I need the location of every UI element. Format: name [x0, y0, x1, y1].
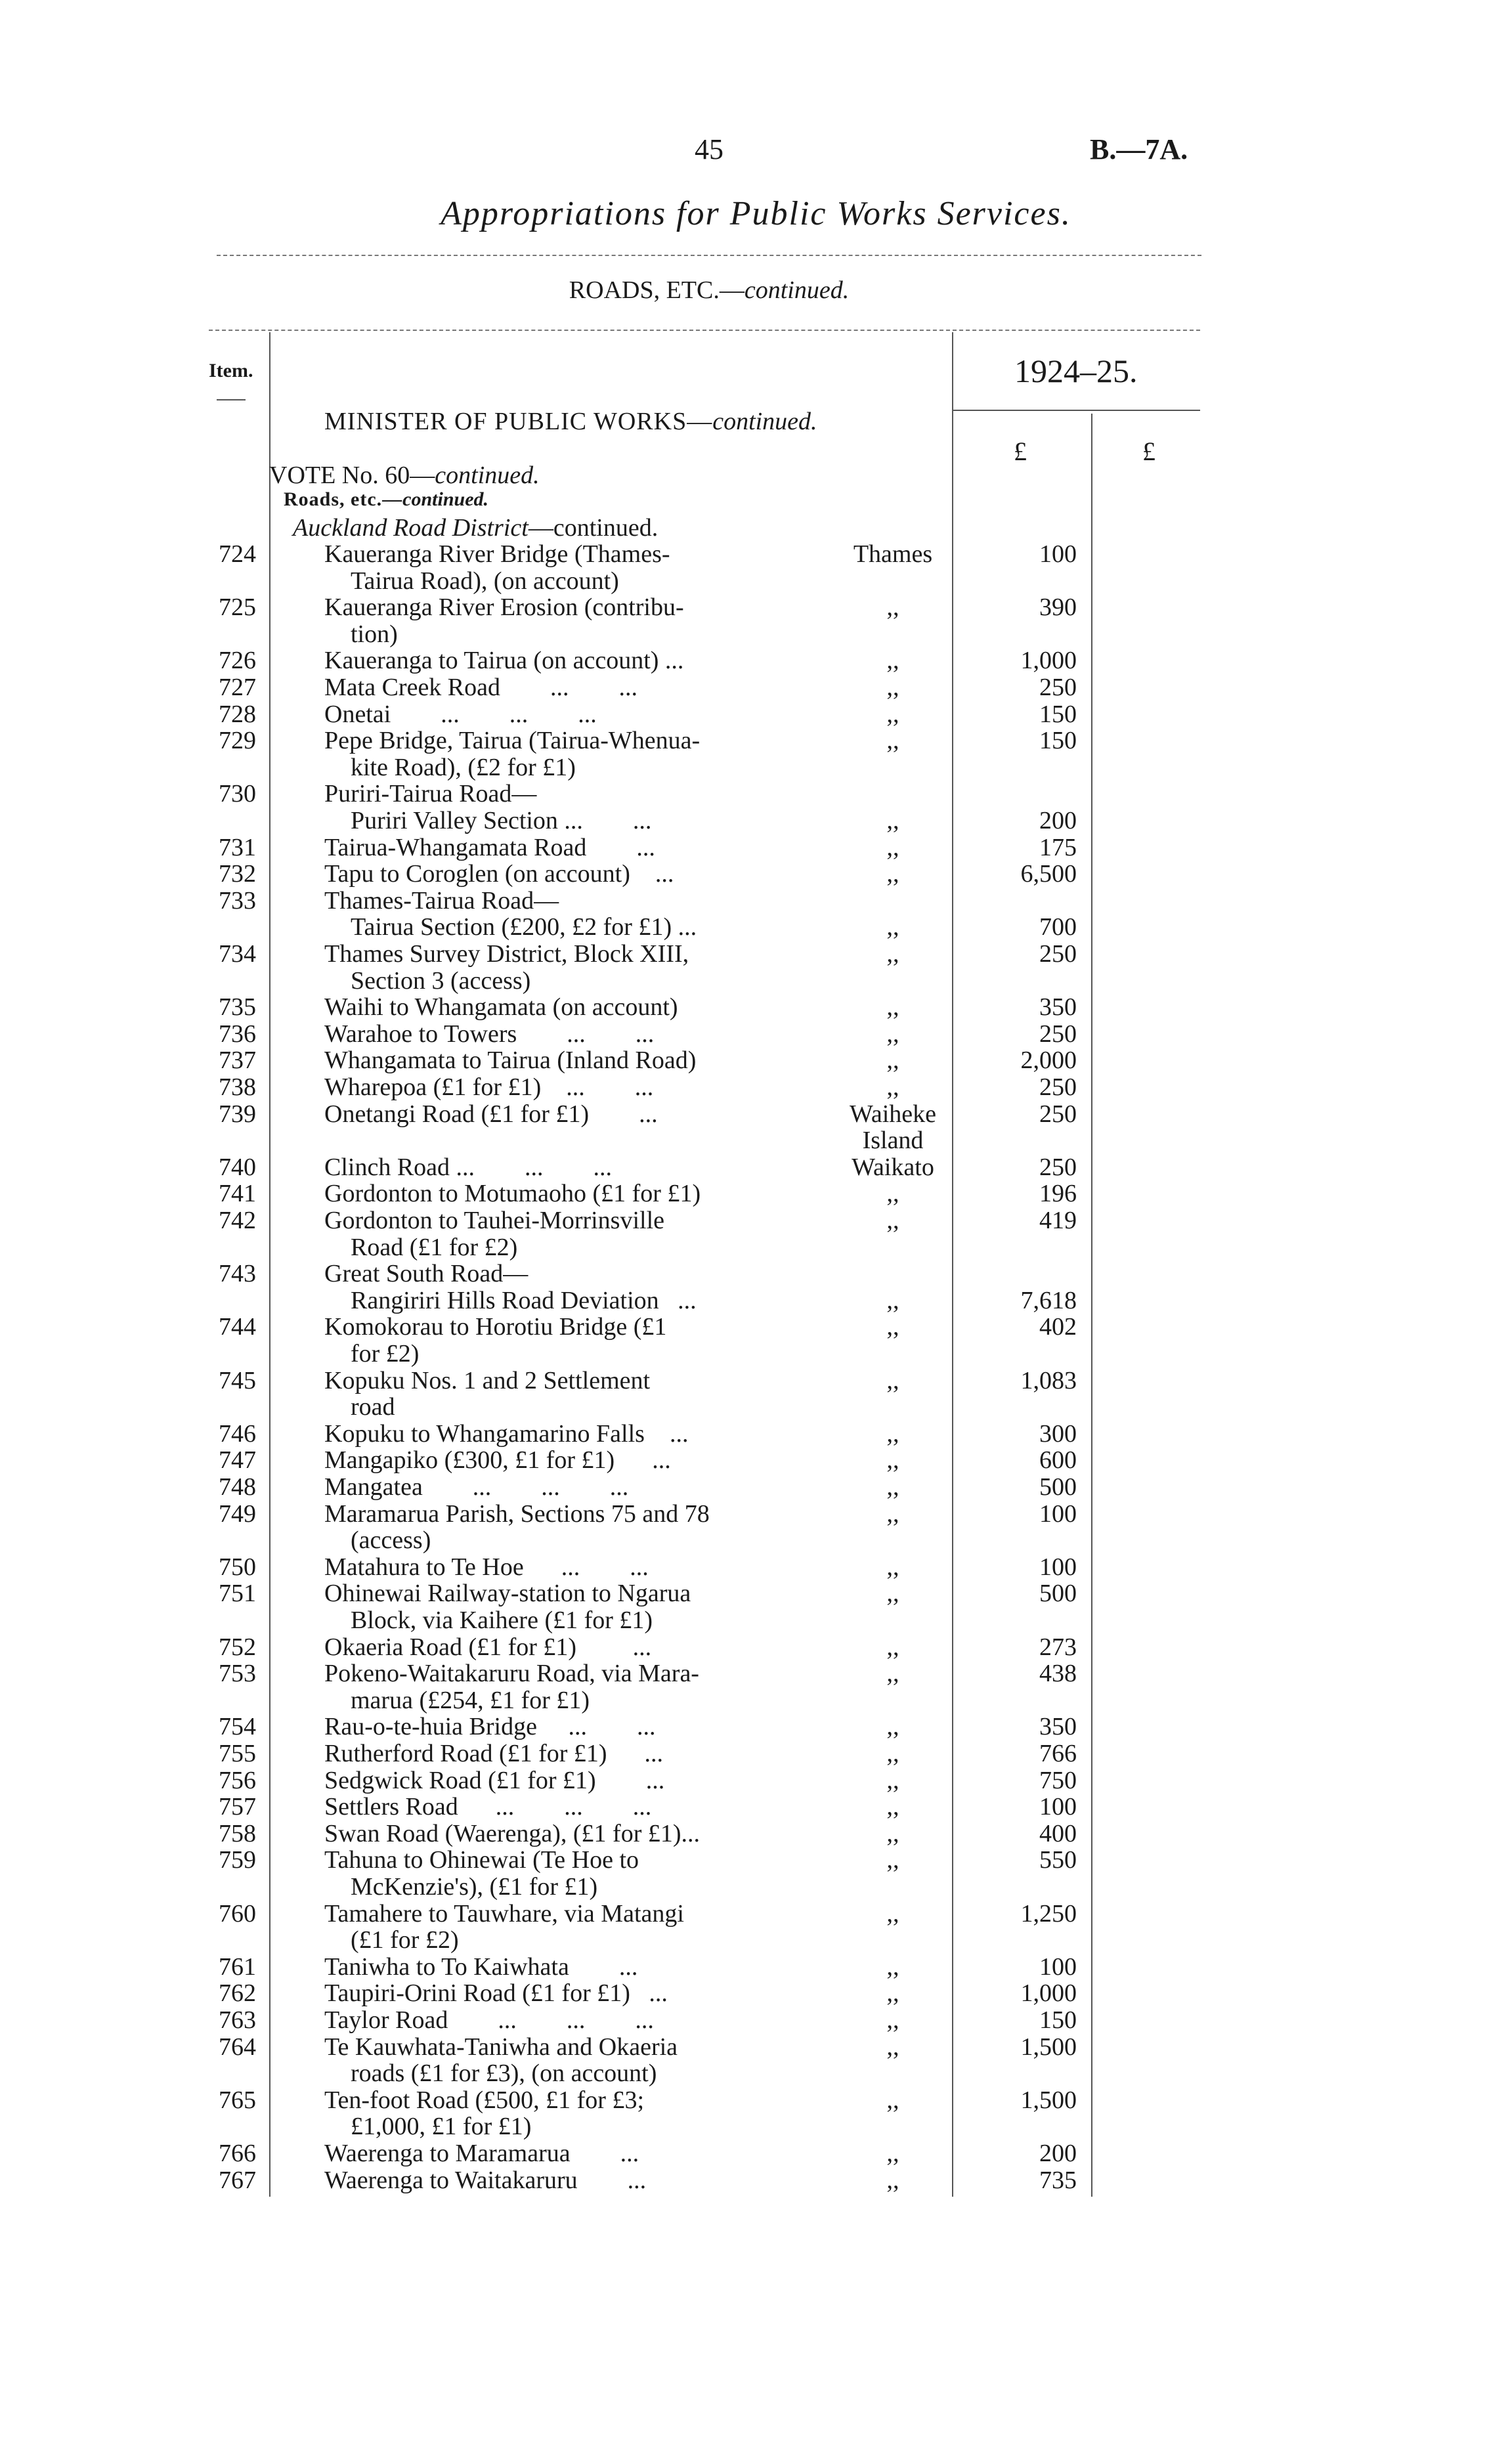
item-district: ,, — [886, 701, 899, 728]
table-row — [0, 861, 1512, 888]
item-description: Onetai ... ... ... — [324, 701, 597, 728]
item-description: Great South Road— — [324, 1260, 529, 1287]
table-row — [0, 808, 1512, 834]
page-title: Appropriations for Public Works Services. — [441, 195, 1071, 232]
table-row — [0, 1660, 1512, 1687]
item-description: Clinch Road ... ... ... — [324, 1154, 613, 1181]
table-row — [0, 1074, 1512, 1101]
item-district: ,, — [886, 1580, 899, 1607]
item-number: 740 — [219, 1154, 256, 1181]
item-description: Tahuna to Ohinewai (Te Hoe to — [324, 1846, 639, 1874]
year-header-rule — [952, 410, 1200, 411]
item-number: 735 — [219, 993, 256, 1021]
table-row — [0, 1234, 1512, 1261]
item-description: Swan Road (Waerenga), (£1 for £1)... — [324, 1820, 701, 1847]
item-description: for £2) — [351, 1340, 420, 1368]
table-row — [0, 1554, 1512, 1581]
item-district: ,, — [886, 647, 899, 674]
item-description: Wharepoa (£1 for £1) ... ... — [324, 1073, 654, 1101]
item-description: roads (£1 for £3), (on account) — [351, 2059, 657, 2087]
item-amount: 2,000 — [1020, 1046, 1077, 1074]
item-amount: 766 — [1039, 1740, 1077, 1767]
item-amount: 300 — [1039, 1420, 1077, 1448]
item-district: ,, — [886, 1713, 899, 1740]
item-number: 727 — [219, 674, 256, 701]
item-amount: 250 — [1039, 1073, 1077, 1101]
item-number: 736 — [219, 1020, 256, 1048]
item-number: 724 — [219, 540, 256, 568]
item-amount: 1,500 — [1020, 2086, 1077, 2114]
item-district: ,, — [886, 727, 899, 754]
roads-subheading — [284, 488, 488, 511]
table-row — [0, 1368, 1512, 1394]
item-description: £1,000, £1 for £1) — [351, 2113, 532, 2140]
item-description: Waerenga to Waitakaruru ... — [324, 2167, 647, 2194]
item-district: ,, — [886, 2033, 899, 2061]
item-district: ,, — [886, 2006, 899, 2034]
table-row — [0, 2007, 1512, 2034]
item-description: Mangapiko (£300, £1 for £1) ... — [324, 1446, 671, 1474]
table-row — [0, 1874, 1512, 1901]
table-row — [0, 621, 1512, 648]
item-amount: 350 — [1039, 993, 1077, 1021]
item-description: Maramarua Parish, Sections 75 and 78 — [324, 1500, 710, 1528]
table-row — [0, 1607, 1512, 1634]
item-header-rule — [217, 399, 246, 400]
item-district: ,, — [886, 860, 899, 888]
district-heading — [293, 513, 658, 542]
table-row — [0, 1954, 1512, 1981]
table-row — [0, 1021, 1512, 1048]
item-amount: 200 — [1039, 2140, 1077, 2167]
table-row — [0, 1634, 1512, 1661]
item-amount: 7,618 — [1020, 1287, 1077, 1314]
table-row — [0, 1501, 1512, 1528]
ministry-heading-italic: continued. — [712, 408, 817, 435]
table-row — [0, 1047, 1512, 1074]
table-row — [0, 754, 1512, 781]
item-description: (access) — [351, 1526, 431, 1554]
item-description: Taniwha to To Kaiwhata ... — [324, 1953, 638, 1981]
item-number: 767 — [219, 2167, 256, 2194]
item-description: Gordonton to Motumaoho (£1 for £1) — [324, 1180, 701, 1207]
item-number: 743 — [219, 1260, 256, 1287]
item-description: Road (£1 for £2) — [351, 1234, 518, 1261]
item-description: Warahoe to Towers ... ... — [324, 1020, 655, 1048]
table-row — [0, 1527, 1512, 1554]
table-row — [0, 1794, 1512, 1821]
table-row — [0, 1314, 1512, 1341]
item-description: Settlers Road ... ... ... — [324, 1793, 652, 1821]
table-row — [0, 1740, 1512, 1767]
item-amount: 100 — [1039, 1793, 1077, 1821]
table-row — [0, 1394, 1512, 1421]
item-number: 764 — [219, 2033, 256, 2061]
item-amount: 100 — [1039, 1553, 1077, 1581]
table-row — [0, 1261, 1512, 1287]
item-number: 763 — [219, 2006, 256, 2034]
item-amount: 500 — [1039, 1580, 1077, 1607]
table-row — [0, 1207, 1512, 1234]
item-number: 725 — [219, 593, 256, 621]
item-amount: 250 — [1039, 674, 1077, 701]
item-amount: 200 — [1039, 807, 1077, 834]
table-row — [0, 941, 1512, 968]
item-amount: 1,250 — [1020, 1900, 1077, 1928]
table-row — [0, 1421, 1512, 1448]
pound-header-2: £ — [1142, 437, 1156, 466]
item-district: Waiheke — [850, 1100, 936, 1128]
item-amount: 175 — [1039, 834, 1077, 861]
item-description: Tapu to Coroglen (on account) ... — [324, 860, 674, 888]
table-row — [0, 568, 1512, 595]
item-district: ,, — [886, 1953, 899, 1981]
item-number: 733 — [219, 887, 256, 915]
vote-heading — [269, 461, 540, 490]
table-row — [0, 2034, 1512, 2061]
roads-subheading-main: Roads, etc.— — [284, 488, 403, 510]
item-district: ,, — [886, 1633, 899, 1661]
item-description: Ohinewai Railway-station to Ngarua — [324, 1580, 691, 1607]
item-number: 759 — [219, 1846, 256, 1874]
item-description: Te Kauwhata-Taniwha and Okaeria — [324, 2033, 678, 2061]
item-district: ,, — [886, 1180, 899, 1207]
item-description: Kopuku to Whangamarino Falls ... — [324, 1420, 689, 1448]
table-row — [0, 1127, 1512, 1154]
item-amount: 350 — [1039, 1713, 1077, 1740]
item-district: ,, — [886, 807, 899, 834]
item-amount: 273 — [1039, 1633, 1077, 1661]
item-district: ,, — [886, 1500, 899, 1528]
item-description: Waihi to Whangamata (on account) — [324, 993, 678, 1021]
item-number: 731 — [219, 834, 256, 861]
item-amount: 196 — [1039, 1180, 1077, 1207]
item-district: Thames — [853, 540, 933, 568]
district-heading-italic: Auckland Road District — [293, 514, 529, 542]
table-row — [0, 2087, 1512, 2114]
table-row — [0, 1447, 1512, 1474]
table-row — [0, 2167, 1512, 2194]
item-number: 753 — [219, 1660, 256, 1687]
table-row — [0, 994, 1512, 1021]
item-district: ,, — [886, 1473, 899, 1501]
table-row — [0, 674, 1512, 701]
item-district: ,, — [886, 2140, 899, 2167]
item-district: ,, — [886, 2086, 899, 2114]
item-district: ,, — [886, 1046, 899, 1074]
table-row — [0, 914, 1512, 941]
table-row — [0, 1767, 1512, 1794]
item-amount: 550 — [1039, 1846, 1077, 1874]
item-number: 758 — [219, 1820, 256, 1847]
item-district: ,, — [886, 1420, 899, 1448]
item-district: ,, — [886, 1020, 899, 1048]
item-description: Taylor Road ... ... ... — [324, 2006, 654, 2034]
table-row — [0, 2060, 1512, 2087]
item-district: ,, — [886, 1846, 899, 1874]
item-number: 742 — [219, 1207, 256, 1234]
item-amount: 1,000 — [1020, 647, 1077, 674]
item-description: McKenzie's), (£1 for £1) — [351, 1873, 598, 1901]
item-description: Tairua Road), (on account) — [351, 567, 619, 595]
item-description: Kopuku Nos. 1 and 2 Settlement — [324, 1367, 651, 1394]
item-description: Kaueranga to Tairua (on account) ... — [324, 647, 684, 674]
item-district: ,, — [886, 1820, 899, 1847]
item-district: ,, — [886, 1207, 899, 1234]
item-number: 732 — [219, 860, 256, 888]
item-description: Ten-foot Road (£500, £1 for £3; — [324, 2086, 645, 2114]
item-amount: 100 — [1039, 540, 1077, 568]
item-district: ,, — [886, 913, 899, 941]
item-amount: 400 — [1039, 1820, 1077, 1847]
item-amount: 600 — [1039, 1446, 1077, 1474]
table-row — [0, 2140, 1512, 2167]
item-description: Mangatea ... ... ... — [324, 1473, 629, 1501]
item-amount: 390 — [1039, 593, 1077, 621]
item-amount: 6,500 — [1020, 860, 1077, 888]
item-description: Puriri-Tairua Road— — [324, 780, 537, 808]
item-number: 741 — [219, 1180, 256, 1207]
table-top-rule — [209, 330, 1200, 331]
item-description: Pepe Bridge, Tairua (Tairua-Whenua- — [324, 727, 701, 754]
item-amount: 100 — [1039, 1500, 1077, 1528]
section-heading — [0, 276, 1418, 305]
item-district: ,, — [886, 1073, 899, 1101]
item-number: 755 — [219, 1740, 256, 1767]
item-number: 757 — [219, 1793, 256, 1821]
item-amount: 700 — [1039, 913, 1077, 941]
item-district: ,, — [886, 1367, 899, 1394]
item-description: Rangiriri Hills Road Deviation ... — [351, 1287, 697, 1314]
table-row — [0, 647, 1512, 674]
item-amount: 402 — [1039, 1313, 1077, 1341]
item-number: 739 — [219, 1100, 256, 1128]
item-number: 749 — [219, 1500, 256, 1528]
item-description: Pokeno-Waitakaruru Road, via Mara- — [324, 1660, 699, 1687]
roads-subheading-italic: continued. — [402, 488, 489, 510]
item-amount: 250 — [1039, 940, 1077, 968]
item-description: Komokorau to Horotiu Bridge (£1 — [324, 1313, 667, 1341]
item-amount: 1,000 — [1020, 1979, 1077, 2007]
item-amount: 150 — [1039, 727, 1077, 754]
item-amount: 735 — [1039, 2167, 1077, 2194]
item-district: ,, — [886, 1446, 899, 1474]
item-amount: 100 — [1039, 1953, 1077, 1981]
item-number: 746 — [219, 1420, 256, 1448]
item-description: Kaueranga River Erosion (contribu- — [324, 593, 684, 621]
item-number: 756 — [219, 1767, 256, 1794]
item-description: Mata Creek Road ... ... — [324, 674, 638, 701]
item-description: Section 3 (access) — [351, 967, 531, 995]
item-number: 728 — [219, 701, 256, 728]
pound-header-1: £ — [1014, 437, 1027, 466]
item-district: ,, — [886, 1793, 899, 1821]
table-row — [0, 1101, 1512, 1128]
item-district: ,, — [886, 674, 899, 701]
table-row — [0, 1341, 1512, 1368]
item-description: Onetangi Road (£1 for £1) ... — [324, 1100, 658, 1128]
table-row — [0, 701, 1512, 728]
vote-heading-main: VOTE No. 60— — [269, 462, 435, 489]
table-row — [0, 1154, 1512, 1181]
table-row — [0, 834, 1512, 861]
item-district: ,, — [886, 1979, 899, 2007]
item-number: 761 — [219, 1953, 256, 1981]
table-row — [0, 1901, 1512, 1928]
item-description: Matahura to Te Hoe ... ... — [324, 1553, 649, 1581]
table-row — [0, 1180, 1512, 1207]
item-district: Waikato — [852, 1154, 934, 1181]
table-row — [0, 727, 1512, 754]
item-district: ,, — [886, 593, 899, 621]
item-description: Gordonton to Tauhei-Morrinsville — [324, 1207, 665, 1234]
item-number: 747 — [219, 1446, 256, 1474]
item-amount: 1,500 — [1020, 2033, 1077, 2061]
item-amount: 750 — [1039, 1767, 1077, 1794]
item-description: kite Road), (£2 for £1) — [351, 754, 576, 781]
item-description: Thames-Tairua Road— — [324, 887, 559, 915]
item-number: 738 — [219, 1073, 256, 1101]
table-row — [0, 1821, 1512, 1847]
item-amount: 250 — [1039, 1100, 1077, 1128]
item-district: ,, — [886, 1660, 899, 1687]
item-description: Kaueranga River Bridge (Thames- — [324, 540, 670, 568]
item-district: ,, — [886, 1900, 899, 1928]
item-district: ,, — [886, 1740, 899, 1767]
table-row — [0, 888, 1512, 915]
item-number: 734 — [219, 940, 256, 968]
item-description: Okaeria Road (£1 for £1) ... — [324, 1633, 652, 1661]
item-description: Tairua Section (£200, £2 for £1) ... — [351, 913, 697, 941]
item-description: Tamahere to Tauwhare, via Matangi — [324, 1900, 684, 1928]
item-description: Rau-o-te-huia Bridge ... ... — [324, 1713, 656, 1740]
title-rule — [217, 255, 1201, 256]
item-number: 765 — [219, 2086, 256, 2114]
item-amount: 150 — [1039, 701, 1077, 728]
item-description: Sedgwick Road (£1 for £1) ... — [324, 1767, 665, 1794]
item-number: 760 — [219, 1900, 256, 1928]
item-number: 730 — [219, 780, 256, 808]
table-row — [0, 781, 1512, 808]
item-amount: 500 — [1039, 1473, 1077, 1501]
item-number: 748 — [219, 1473, 256, 1501]
section-heading-main: ROADS, ETC.— — [569, 276, 745, 304]
item-amount: 250 — [1039, 1154, 1077, 1181]
table-row — [0, 1580, 1512, 1607]
table-row — [0, 1287, 1512, 1314]
item-number: 729 — [219, 727, 256, 754]
table-row — [0, 1474, 1512, 1501]
table-row — [0, 1847, 1512, 1874]
item-amount: 150 — [1039, 2006, 1077, 2034]
item-description: road — [351, 1393, 395, 1421]
item-number: 744 — [219, 1313, 256, 1341]
item-description: Whangamata to Tairua (Inland Road) — [324, 1046, 697, 1074]
table-row — [0, 968, 1512, 995]
item-description: marua (£254, £1 for £1) — [351, 1687, 590, 1714]
table-row — [0, 1714, 1512, 1740]
item-number: 737 — [219, 1046, 256, 1074]
item-description: tion) — [351, 620, 398, 648]
item-district: ,, — [886, 1313, 899, 1341]
item-description: Taupiri-Orini Road (£1 for £1) ... — [324, 1979, 668, 2007]
page-number: 45 — [695, 133, 724, 165]
table-row — [0, 594, 1512, 621]
item-district: ,, — [886, 1767, 899, 1794]
year-column-header: 1924–25. — [1014, 353, 1138, 389]
document-code: B.—7A. — [1090, 133, 1188, 165]
item-number: 750 — [219, 1553, 256, 1581]
ministry-heading-main: MINISTER OF PUBLIC WORKS— — [324, 408, 713, 435]
item-amount: 1,083 — [1020, 1367, 1077, 1394]
item-description: (£1 for £2) — [351, 1926, 459, 1954]
item-number: 726 — [219, 647, 256, 674]
item-description: Thames Survey District, Block XIII, — [324, 940, 689, 968]
item-amount: 250 — [1039, 1020, 1077, 1048]
item-amount: 438 — [1039, 1660, 1077, 1687]
item-description: Tairua-Whangamata Road ... — [324, 834, 655, 861]
item-number: 754 — [219, 1713, 256, 1740]
item-number: 751 — [219, 1580, 256, 1607]
item-description: Rutherford Road (£1 for £1) ... — [324, 1740, 664, 1767]
table-row — [0, 1687, 1512, 1714]
item-district: Island — [862, 1127, 924, 1154]
item-district: ,, — [886, 834, 899, 861]
item-district: ,, — [886, 2167, 899, 2194]
item-number: 766 — [219, 2140, 256, 2167]
item-district: ,, — [886, 1553, 899, 1581]
item-description: Puriri Valley Section ... ... — [351, 807, 652, 834]
vote-heading-italic: continued. — [435, 462, 540, 489]
ministry-heading — [324, 407, 817, 436]
item-number: 762 — [219, 1979, 256, 2007]
table-row — [0, 2113, 1512, 2140]
item-description: Waerenga to Maramarua ... — [324, 2140, 639, 2167]
item-district: ,, — [886, 1287, 899, 1314]
table-row — [0, 541, 1512, 568]
table-row — [0, 1927, 1512, 1954]
item-number: 752 — [219, 1633, 256, 1661]
district-heading-main: —continued. — [528, 514, 659, 542]
item-district: ,, — [886, 993, 899, 1021]
item-description: Block, via Kaihere (£1 for £1) — [351, 1606, 653, 1634]
section-heading-italic: continued. — [744, 276, 850, 304]
item-column-header: Item. — [209, 360, 253, 381]
item-amount: 419 — [1039, 1207, 1077, 1234]
table-row — [0, 1980, 1512, 2007]
item-number: 745 — [219, 1367, 256, 1394]
item-district: ,, — [886, 940, 899, 968]
